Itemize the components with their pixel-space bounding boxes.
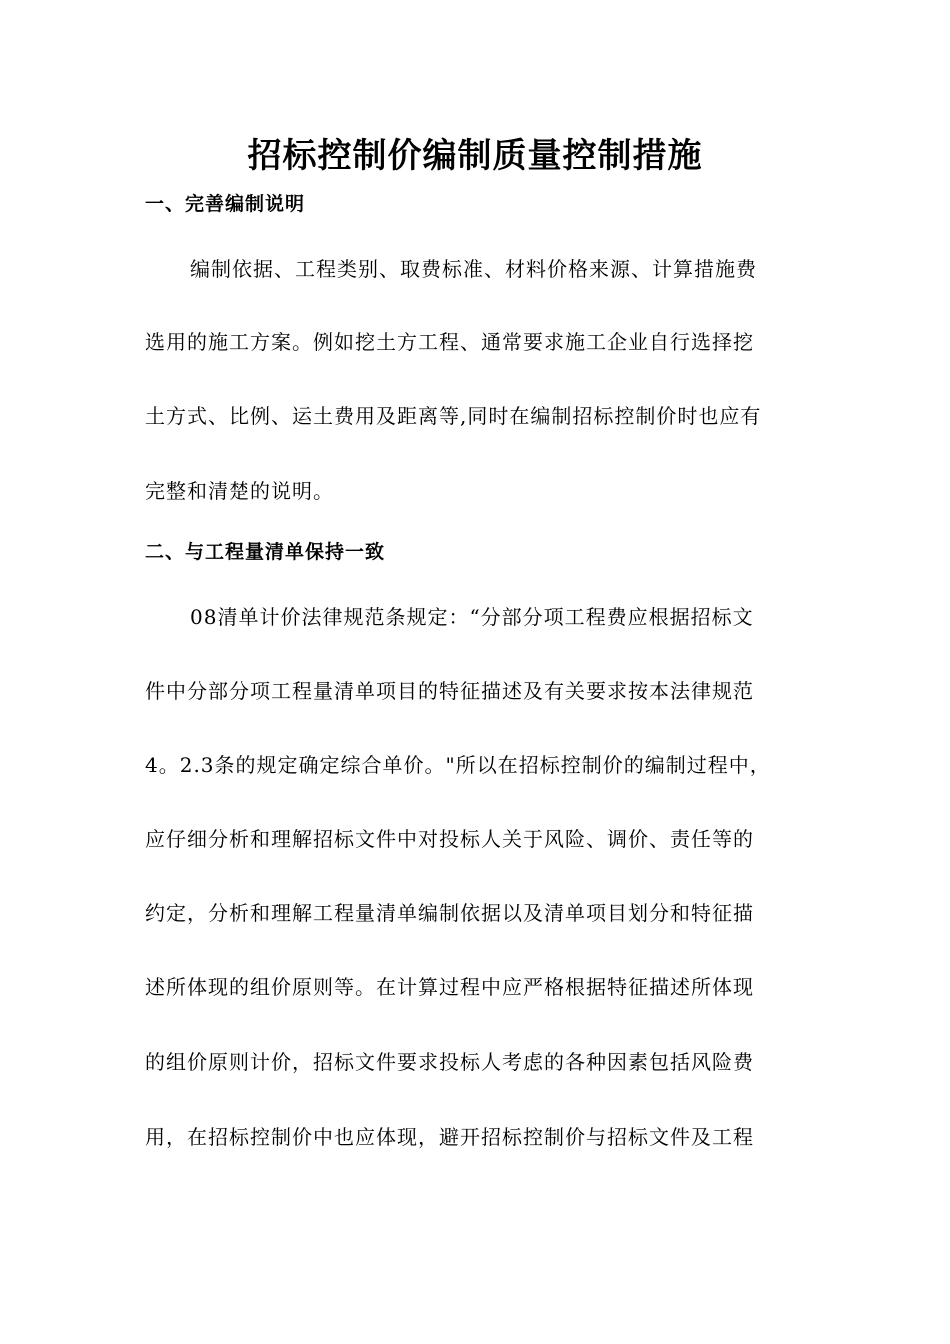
paragraph-line: 用，在招标控制价中也应体现，避开招标控制价与招标文件及工程 xyxy=(145,1125,754,1149)
paragraph-line: 编制依据、工程类别、取费标准、材料价格来源、计算措施费 xyxy=(190,257,757,281)
paragraph-line: 述所体现的组价原则等。在计算过程中应严格根据特征描述所体现 xyxy=(145,975,754,999)
paragraph-line: 完整和清楚的说明。 xyxy=(145,479,334,503)
paragraph-line: 选用的施工方案。例如挖土方工程、通常要求施工企业自行选择挖 xyxy=(145,330,754,354)
paragraph-line: 08清单计价法律规范条规定：“分部分项工程费应根据招标文 xyxy=(190,605,754,629)
paragraph-line: 约定，分析和理解工程量清单编制依据以及清单项目划分和特征描 xyxy=(145,901,754,925)
section-heading-2: 二、与工程量清单保持一致 xyxy=(145,541,386,563)
document-title: 招标控制价编制质量控制措施 xyxy=(247,136,703,176)
paragraph-line: 土方式、比例、运土费用及距离等,同时在编制招标控制价时也应有 xyxy=(145,404,762,428)
paragraph-line: 件中分部分项工程量清单项目的特征描述及有关要求按本法律规范 xyxy=(145,679,754,703)
paragraph-line: 4。2.3条的规定确定综合单价。"所以在招标控制价的编制过程中， xyxy=(145,753,771,777)
section-heading-1: 一、完善编制说明 xyxy=(145,193,306,215)
paragraph-line: 应仔细分析和理解招标文件中对投标人关于风险、调价、责任等的 xyxy=(145,827,754,851)
paragraph-line: 的组价原则计价，招标文件要求投标人考虑的各种因素包括风险费 xyxy=(145,1050,754,1074)
